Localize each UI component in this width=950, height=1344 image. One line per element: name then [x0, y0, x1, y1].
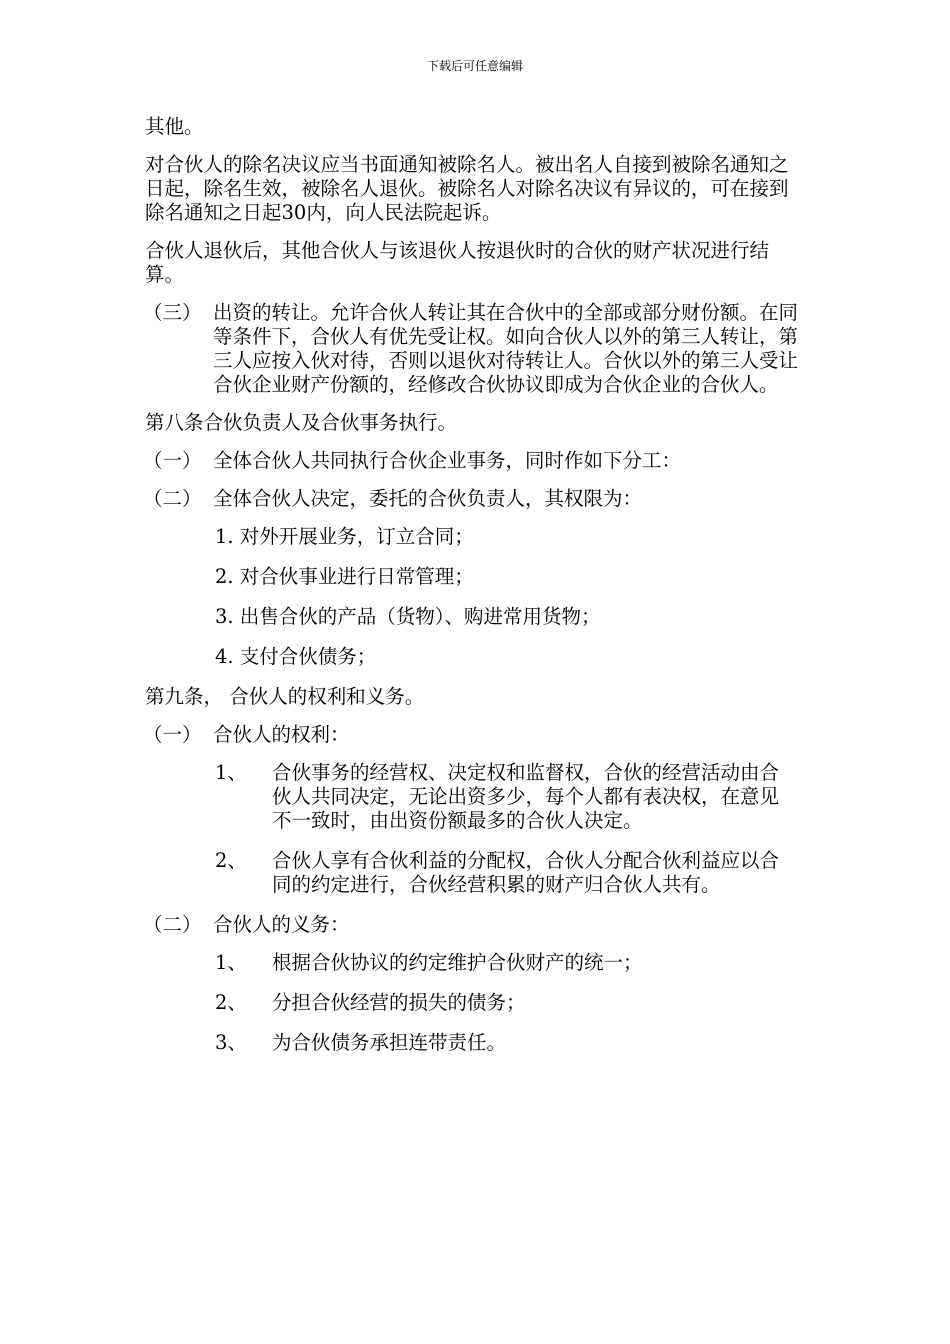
clause-text: 合伙人的义务： [213, 913, 350, 936]
list-marker: 3、 [215, 1031, 247, 1054]
list-text: 分担合伙经营的损失的债务； [272, 991, 526, 1014]
list-text: 根据合伙协议的约定维护合伙财产的统一； [272, 951, 643, 974]
duty-item-3 [215, 1031, 805, 1055]
authority-item-3: 3. 出售合伙的产品（货物）、购进常用货物； [215, 605, 601, 628]
list-text: 为合伙债务承担连带责任。 [272, 1031, 507, 1054]
clause-marker: （三） [143, 301, 202, 324]
paragraph-other: 其他。 [145, 115, 204, 138]
list-marker: 1、 [215, 951, 247, 974]
document-body [145, 115, 805, 1071]
paragraph-expulsion-notice: 对合伙人的除名决议应当书面通知被除名人。被出名人自接到被除名通知之日起，除名生效，被除名人退伙。被除名人对除名决议有异议的，可在接到除名通知之日起30内，向人民法院起诉。 [145, 153, 789, 224]
clause-text: 全体合伙人决定，委托的合伙负责人，其权限为： [213, 487, 643, 510]
clause-8-2 [145, 487, 805, 511]
duty-item-2 [215, 991, 805, 1015]
right-item-2 [215, 849, 805, 897]
authority-item-1: 1. 对外开展业务，订立合同； [215, 525, 474, 548]
clause-9-2 [145, 913, 805, 937]
list-text: 合伙人享有合伙利益的分配权，合伙人分配合伙利益应以合同的约定进行，合伙经营积累的财产归合伙人共有。 [272, 849, 780, 896]
list-marker: 2、 [215, 849, 247, 872]
authority-item-2: 2. 对合伙事业进行日常管理； [215, 565, 474, 588]
clause-9-1 [145, 723, 805, 747]
authority-item-4: 4. 支付合伙债务； [215, 645, 377, 668]
list-marker: 1、 [215, 761, 247, 784]
clause-marker: （二） [143, 487, 202, 510]
clause-text: 全体合伙人共同执行合伙企业事务，同时作如下分工： [213, 449, 682, 472]
page-header-note: 下载后可任意编辑 [426, 59, 523, 73]
clause-text: 合伙人的权利： [213, 723, 350, 746]
list-text: 合伙事务的经营权、决定权和监督权，合伙的经营活动由合伙人共同决定，无论出资多少，每个人都有表决权，在意见不一致时，由出资份额最多的合伙人决定。 [272, 761, 780, 832]
clause-text: 出资的转让。允许合伙人转让其在合伙中的全部或部分财份额。在同等条件下，合伙人有优先受让权。如向合伙人以外的第三人转让，第三人应按入伙对待，否则以退伙对待转让人。合伙以外的第三人受让合伙企业财产份额的，经修改合伙协议即成为合伙企业的合伙人。 [213, 301, 799, 396]
duty-item-1 [215, 951, 805, 975]
list-marker: 2、 [215, 991, 247, 1014]
clause-capital-transfer [145, 301, 805, 397]
paragraph-withdrawal-settlement: 合伙人退伙后，其他合伙人与该退伙人按退伙时的合伙的财产状况进行结算。 [145, 239, 770, 286]
clause-marker: （一） [143, 723, 202, 746]
clause-marker: （二） [143, 913, 202, 936]
article-8-heading: 第八条合伙负责人及合伙事务执行。 [145, 411, 458, 434]
right-item-1 [215, 761, 805, 833]
clause-marker: （一） [143, 449, 202, 472]
clause-8-1 [145, 449, 805, 473]
article-9-heading: 第九条， 合伙人的权利和义务。 [145, 685, 425, 708]
